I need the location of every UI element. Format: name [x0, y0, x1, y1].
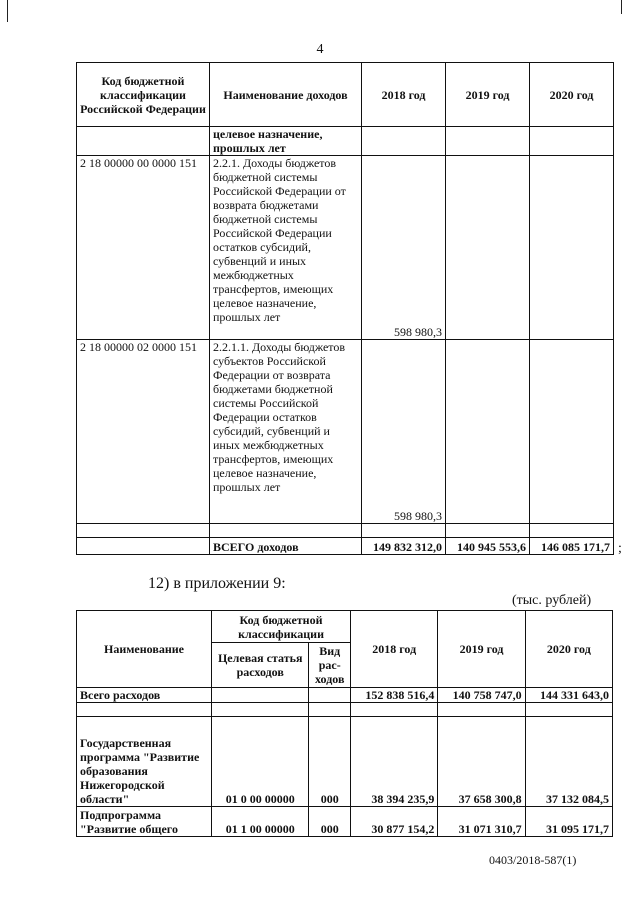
header-code: Код бюджетной классификации Российской Федерации — [77, 63, 210, 127]
row-2018: 38 394 235,9 — [351, 717, 438, 807]
row-2018: 598 980,3 — [362, 340, 446, 524]
units-label: (тыс. рублей) — [512, 593, 592, 608]
header-2019: 2019 год — [446, 63, 530, 127]
row-2020 — [530, 127, 614, 156]
row-name: целевое назначение, прошлых лет — [210, 127, 362, 156]
header-target: Целевая статья расходов — [212, 643, 309, 688]
row-2018: 598 980,3 — [362, 156, 446, 340]
total-label: Всего расходов — [77, 688, 212, 703]
table-header-row — [77, 611, 613, 643]
scan-edge-mark — [621, 0, 622, 14]
table-row — [77, 340, 614, 524]
header-2020: 2020 год — [530, 63, 614, 127]
total-2019: 140 945 553,6 — [446, 538, 530, 555]
row-code: 2 18 00000 02 0000 151 — [77, 340, 210, 524]
header-name: Наименование доходов — [210, 63, 362, 127]
row-target: 01 0 00 00000 — [212, 717, 309, 807]
row-name: Государственная программа "Развитие образования Нижегородской области" — [77, 717, 212, 807]
row-code: 2 18 00000 00 0000 151 — [77, 156, 210, 340]
total-row — [77, 688, 613, 703]
spacer-row — [77, 524, 614, 538]
expense-table — [76, 610, 613, 837]
header-code-group: Код бюджетной классификации — [212, 611, 351, 643]
row-2018 — [362, 127, 446, 156]
total-2018: 149 832 312,0 — [362, 538, 446, 555]
spacer-row — [77, 703, 613, 717]
document-code: 0403/2018-587(1) — [489, 853, 577, 867]
page-number: 4 — [316, 42, 324, 57]
row-name: 2.2.1. Доходы бюджетов бюджетной системы Российской Федерации от возврата бюджетами бюджетной системы Российской Федерации остатков субсидий, субвенций и иных межбюджетных трансфертов, имеющих целевое назначение, прошлых лет — [210, 156, 362, 340]
row-2019: 31 071 310,7 — [438, 807, 525, 837]
appendix-line: 12) в приложении 9: — [148, 575, 286, 592]
header-2020: 2020 год — [525, 611, 612, 688]
total-label: ВСЕГО доходов — [210, 538, 362, 555]
row-2020: 31 095 171,7 — [525, 807, 612, 837]
row-name: Подпрограмма "Развитие общего — [77, 807, 212, 837]
row-kind: 000 — [309, 807, 351, 837]
table-row — [77, 717, 613, 807]
header-name: Наименование — [77, 611, 212, 688]
header-2019: 2019 год — [438, 611, 525, 688]
table-row — [77, 127, 614, 156]
header-kind: Вид рас-ходов — [309, 643, 351, 688]
row-2020: 37 132 084,5 — [525, 717, 612, 807]
revenue-table — [76, 62, 614, 555]
scan-edge-mark — [7, 0, 8, 22]
total-2020: 146 085 171,7 — [530, 538, 614, 555]
header-2018: 2018 год — [351, 611, 438, 688]
row-2018: 30 877 154,2 — [351, 807, 438, 837]
header-2018: 2018 год — [362, 63, 446, 127]
row-2019 — [446, 156, 530, 340]
row-2020 — [530, 340, 614, 524]
row-code — [77, 127, 210, 156]
table-header-row — [77, 63, 614, 127]
total-2018: 152 838 516,4 — [351, 688, 438, 703]
trailing-semicolon: ; — [618, 541, 622, 556]
row-2019 — [446, 127, 530, 156]
row-2019 — [446, 340, 530, 524]
row-2019: 37 658 300,8 — [438, 717, 525, 807]
table-row — [77, 156, 614, 340]
table-row — [77, 807, 613, 837]
row-name: 2.2.1.1. Доходы бюджетов субъектов Российской Федерации от возврата бюджетами бюджетной системы Российской Федерации остатков субсидий, субвенций и иных межбюджетных трансфертов, имеющих целевое назначение, прошлых лет — [210, 340, 362, 524]
total-2019: 140 758 747,0 — [438, 688, 525, 703]
total-2020: 144 331 643,0 — [525, 688, 612, 703]
row-2020 — [530, 156, 614, 340]
total-row — [77, 538, 614, 555]
row-kind: 000 — [309, 717, 351, 807]
row-target: 01 1 00 00000 — [212, 807, 309, 837]
